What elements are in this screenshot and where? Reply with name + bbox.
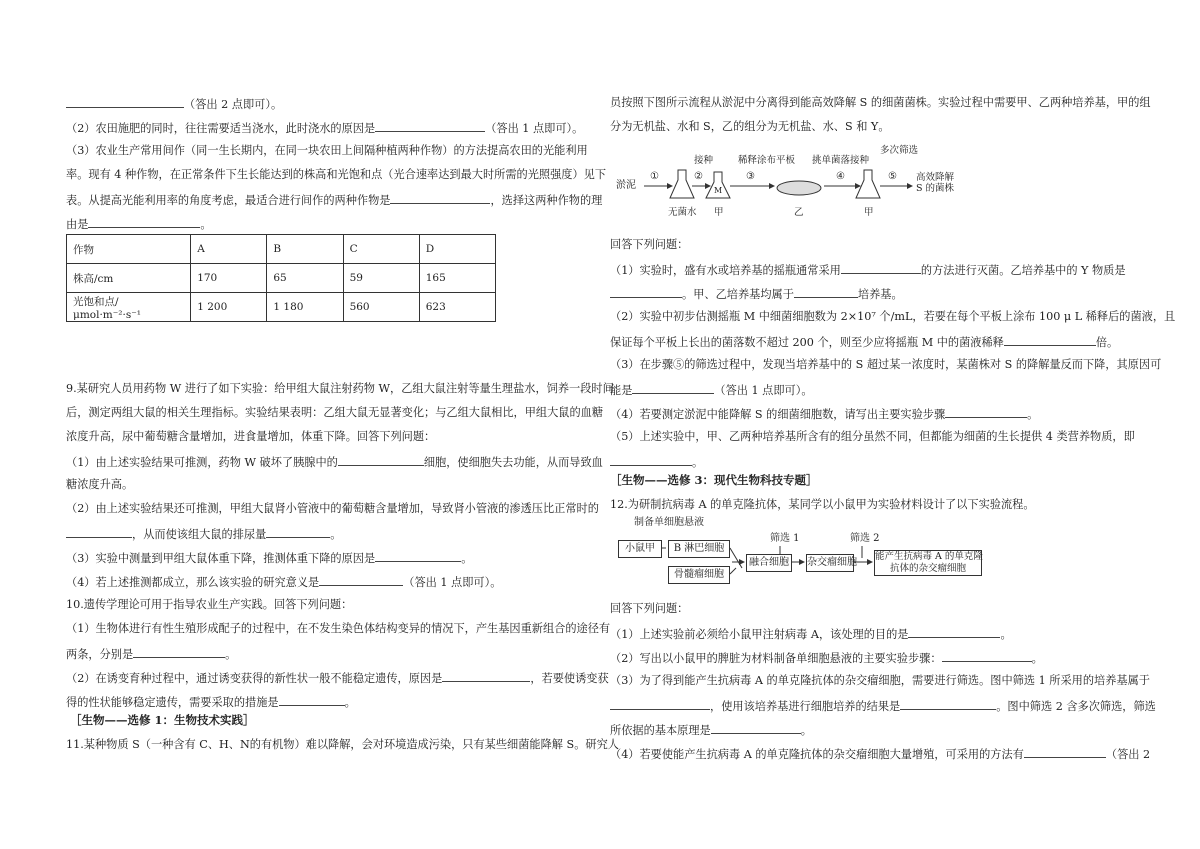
step-marker: ④ [836,171,845,182]
answer-blank[interactable] [841,262,921,274]
q12-3: （3）为了得到能产生抗病毒 A 的单克隆抗体的杂交瘤细胞，需要进行筛选。图中筛选 1 所采用的培养基属于 [610,674,1150,687]
answer-blank[interactable] [338,454,424,466]
text: （4）若上述推测都成立，那么该实验的研究意义是 [66,576,320,589]
q10-2-cont [66,694,356,710]
step-marker: ⑤ [888,171,897,182]
answer-blank[interactable] [442,670,530,682]
table-cell: 光饱和点/μmol·m⁻²·s⁻¹ [67,293,191,322]
q12-1 [610,626,1012,642]
text: （答出 1 点即可）。 [714,384,813,397]
q11-2-cont [610,334,1118,350]
section-heading-elective1: ［生物——选修 1：生物技术实践］ [70,713,255,727]
answer-blank[interactable] [945,406,1027,418]
text: （3）实验中测量到甲组大鼠体重下降，推测体重下降的原因是 [66,552,376,565]
fused-cell-box: 融合细胞 [746,554,792,572]
q12-4 [610,746,1150,762]
text: 所依据的基本原理是 [610,724,711,737]
q8-3-line4: 由是 。 [66,218,212,231]
mouse-box: 小鼠甲 [618,540,662,558]
q9-2: （2）由上述实验结果还可推测，甲组大鼠肾小管液中的葡萄糖含量增加，导致肾小管液的渗透压比正常时的 [66,502,599,515]
text: （1）由上述实验结果可推测，药物 W 破坏了胰腺中的 [66,456,338,469]
text: 。 [692,456,704,469]
q11-1 [610,262,1126,278]
text: （答出 2 点即可）。 [184,98,283,111]
q10-1: （1）生物体进行有性生殖形成配子的过程中，在不发生染色体结构变异的情况下，产生基因重新组合的途径有 [66,622,611,635]
answer-blank[interactable] [375,550,461,562]
monoclonal-flow-diagram [618,518,988,584]
text: ，从而使该组大鼠的排尿量 [132,528,267,541]
table-cell: 170 [191,264,267,293]
step-marker: ① [650,171,659,182]
q9-1-cont: 糖浓度升高。 [66,478,134,491]
answer-intro: 回答下列问题： [610,238,689,251]
answer-blank[interactable] [1024,746,1106,758]
q8-line-answer [66,96,282,112]
table-cell: 株高/cm [67,264,191,293]
q11-3: （3）在步骤⑤的筛选过程中，发现当培养基中的 S 超过某一浓度时，某菌株对 S 的降解量反而下降，其原因可 [610,358,1162,371]
answer-blank[interactable] [319,574,403,586]
text: 。甲、乙培养基均属于 [682,288,794,301]
table-row [67,264,496,293]
text: （答出 1 点即可）。 [403,576,502,589]
final-box [874,550,982,576]
section-heading-elective3: ［生物——选修 3：现代生物科技专题］ [610,473,818,487]
table-cell: 623 [419,293,495,322]
q11-2: （2）实验中初步估测摇瓶 M 中细菌细胞数为 2×10⁷ 个/mL，若要在每个平板上涂布 100 μ L 稀释后的菌液，且 [610,310,1176,323]
text: （答出 2 [1105,748,1151,761]
flask-icon [856,170,880,198]
answer-blank[interactable] [279,694,345,706]
answer-blank[interactable] [1004,334,1096,346]
q11-3-cont [610,382,813,398]
step-marker: ② [694,171,703,182]
flow-bottom-label: 甲 [714,207,724,218]
flask-label: M [714,186,723,195]
text: 两条，分别是 [66,648,134,661]
answer-blank[interactable] [133,646,225,658]
text: 表。从提高光能利用率的角度考虑，最适合进行间作的两种作物是 [66,194,391,207]
answer-blank[interactable] [794,286,858,298]
q9-line2: 后，测定两组大鼠的相关生理指标。实验结果表明：乙组大鼠无显著变化；与乙组大鼠相比，甲组大鼠的血糖 [66,406,604,419]
petri-dish-icon [777,181,821,195]
text: 培养基。 [857,288,903,301]
flask-icon [670,170,694,198]
table-cell: 165 [419,264,495,293]
answer-blank[interactable] [632,382,714,394]
q10-line1: 10.遗传学理论可用于指导农业生产实践。回答下列问题： [66,598,353,611]
text: 得的性状能够稳定遗传，需要采取的措施是 [66,696,279,709]
answer-blank[interactable] [88,216,200,228]
text: ，选择这两种作物的理 [490,194,603,207]
q12-3-cont [610,698,1156,714]
answer-blank[interactable] [610,454,692,466]
q8-3-line3 [66,192,602,208]
q11-line1: 11.某种物质 S（一种含有 C、H、N的有机物）难以降解，会对环境造成污染，只有某些细菌能降解 S。研究人 [66,738,619,751]
table-cell: 560 [343,293,419,322]
answer-blank[interactable] [610,286,682,298]
q8-3-line1: （3）农业生产常用间作（同一生长期内，在同一块农田上间隔种植两种作物）的方法提高农田的光能利用 [66,144,588,157]
q9-line3: 浓度升高，尿中葡萄糖含量增加，进食量增加，体重下降。回答下列问题： [66,430,436,443]
flow-bottom-label: 乙 [794,207,804,218]
flow-end-label: 高效降解 [916,172,955,183]
text: 能是 [610,384,633,397]
text: 。 [1027,408,1039,421]
flow-bottom-label: 甲 [864,207,874,218]
text: （1）实验时，盛有水或培养基的摇瓶通常采用 [610,264,841,277]
flow-top-label: 挑单菌落接种 [812,155,870,166]
text: 。 [1031,652,1043,665]
text: ，使用该培养基进行细胞培养的结果是 [710,700,901,713]
text: 倍。 [1095,336,1119,349]
crop-table [66,234,496,322]
table-cell: D [419,235,495,264]
q11-5-cont [610,454,703,470]
step-marker: ③ [746,171,755,182]
answer-blank[interactable] [908,626,1000,638]
isolation-flow-diagram [616,145,956,222]
answer-blank[interactable] [66,96,184,108]
hybridoma-box: 杂交瘤细胞 [806,554,854,572]
text: ，若要使诱变获 [530,672,609,685]
q12-line1: 12.为研制抗病毒 A 的单克隆抗体，某同学以小鼠甲为实验材料设计了以下实验流程。 [610,498,1035,511]
answer-blank[interactable] [390,192,490,204]
table-cell: C [343,235,419,264]
myeloma-box: 骨髓瘤细胞 [668,566,730,584]
text: 由是 [66,218,89,231]
q9-4 [66,574,501,590]
text: （答出 1 点即可）。 [485,122,584,135]
text: 。图中筛选 2 含多次筛选，筛选 [996,700,1156,713]
q10-1-cont [66,646,236,662]
screen1-label: 筛选 1 [770,533,800,544]
table-cell: B [267,235,343,264]
text: 。 [461,552,473,565]
q12-3-cont2 [610,722,812,738]
table-cell: 59 [343,264,419,293]
answer-blank[interactable] [375,120,485,132]
q9-1 [66,454,603,470]
screen2-label: 筛选 2 [850,533,880,544]
flow-end-label: S 的菌株 [916,183,955,194]
text: 。 [344,696,356,709]
answer-blank[interactable] [66,526,132,538]
table-cell: A [191,235,267,264]
flow-start-label: 淤泥 [616,180,636,191]
flow-top-label: 稀释涂布平板 [738,155,796,166]
text: 保证每个平板上长出的菌落数不超过 200 个，则至少应将摇瓶 M 中的菌液稀释 [610,336,1004,349]
text: （1）上述实验前必须给小鼠甲注射病毒 A，该处理的目的是 [610,628,909,641]
q8-3-line2: 率。现有 4 种作物，在正常条件下生长能达到的株高和光饱和点（光合速率达到最大时所需的光照强度）见下 [66,168,607,181]
q8-2 [66,120,583,136]
text: 。 [330,528,342,541]
text: （2）在诱变育种过程中，通过诱变获得的新性状一般不能稳定遗传，原因是 [66,672,443,685]
answer-blank[interactable] [711,722,801,734]
q9-2-cont [66,526,341,542]
bcell-box: B 淋巴细胞 [668,540,730,558]
q11-5: （5）上述实验中，甲、乙两种培养基所含有的组分虽然不同，但都能为细菌的生长提供 4 类营养物质，即 [610,430,1135,443]
table-cell: 作物 [67,235,191,264]
text: 的方法进行灭菌。乙培养基中的 Y 物质是 [920,264,1126,277]
q10-2 [66,670,609,686]
table-header-row [67,235,496,264]
text: 。 [800,724,812,737]
q11-line3: 分为无机盐、水和 S，乙的组分为无机盐、水、S 和 Y。 [610,120,890,133]
final-box-line: 抗体的杂交瘤细胞 [889,563,966,574]
answer-blank[interactable] [610,698,710,710]
final-box-line: 能产生抗病毒 A 的单克隆 [875,551,983,562]
text: 。 [1000,628,1012,641]
flow2-title: 制备单细胞悬液 [634,517,704,528]
text: （2）农田施肥的同时，往往需要适当浇水，此时浇水的原因是 [66,122,376,135]
text: （2）写出以小鼠甲的脾脏为材料制备单细胞悬液的主要实验步骤： [610,652,942,665]
q12-2 [610,650,1043,666]
table-cell: 1 200 [191,293,267,322]
answer-blank[interactable] [900,698,996,710]
answer-blank[interactable] [942,650,1032,662]
table-row [67,293,496,322]
flow-bottom-label: 无菌水 [668,207,697,218]
flow-top-label: 接种 [694,155,714,166]
answer-intro-2: 回答下列问题： [610,602,689,615]
text: （4）若要测定淤泥中能降解 S 的细菌细胞数，请写出主要实验步骤 [610,408,946,421]
table-cell: 1 180 [267,293,343,322]
q9-3 [66,550,472,566]
q11-line2: 员按照下图所示流程从淤泥中分离得到能高效降解 S 的细菌菌株。实验过程中需要甲、乙两种培养基，甲的组 [610,96,1151,109]
text: 。 [225,648,237,661]
table-cell: 65 [267,264,343,293]
answer-blank[interactable] [266,526,330,538]
text: （4）若要使能产生抗病毒 A 的单克隆抗体的杂交瘤细胞大量增殖，可采用的方法有 [610,748,1024,761]
q11-1-cont [610,286,903,302]
text: 细胞，使细胞失去功能，从而导致血 [423,456,603,469]
q9-line1: 9.某研究人员用药物 W 进行了如下实验：给甲组大鼠注射药物 W，乙组大鼠注射等量生理盐水，饲养一段时间 [66,382,614,395]
q11-4 [610,406,1038,422]
flow-top-label: 多次筛选 [880,145,919,156]
